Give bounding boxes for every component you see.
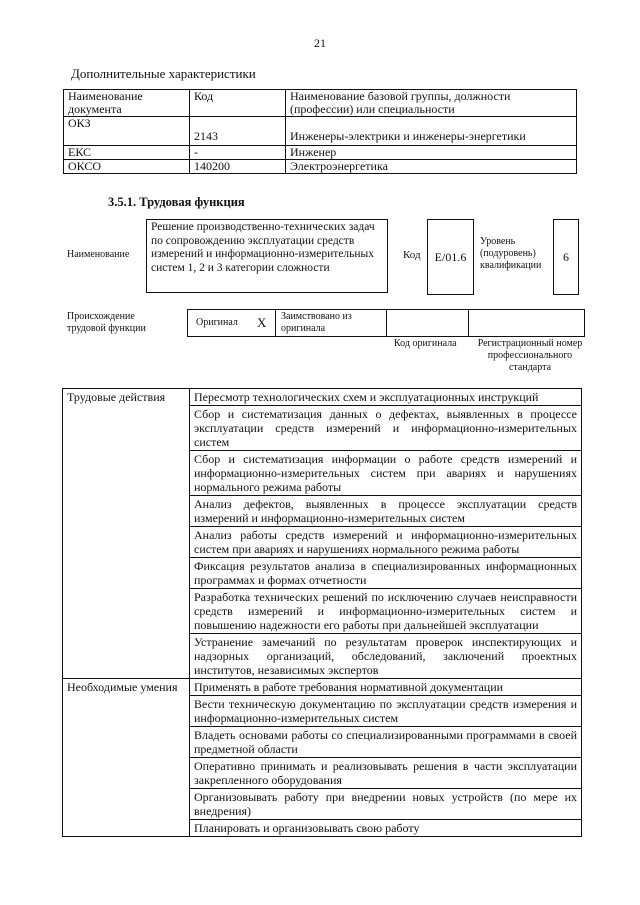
section-title: 3.5.1. Трудовая функция: [108, 195, 245, 209]
table-cell: Оперативно принимать и реализовывать решения в части эксплуатации закрепленного оборудования: [190, 758, 582, 789]
qualification-level-label: Уровень (подуровень) квалификации: [480, 236, 542, 271]
table-cell: Разработка технических решений по исключению случаев неисправности средств измерений и информационно-измерительных систем и повышению надежности его работы при дальнейшей эксплуатации: [190, 589, 582, 634]
table-cell: Вести техническую документацию по эксплуатации средств измерения и информационно-измерительных систем: [190, 696, 582, 727]
table-cell: Применять в работе требования нормативной документации: [190, 679, 582, 696]
function-code: E/01.6: [427, 219, 474, 295]
main-table: [62, 388, 582, 837]
origin-label: Происхождение трудовой функции: [67, 311, 146, 334]
reg-number-caption: Регистрационный номер профессионального стандарта: [477, 338, 583, 373]
original-mark: X: [257, 315, 267, 330]
header-cell: Наименование документа: [64, 90, 190, 117]
table-cell: Анализ дефектов, выявленных в процессе эксплуатации средств измерений и информационно-измерительных систем: [190, 496, 582, 527]
divider: [275, 310, 276, 336]
table-row: [63, 389, 582, 406]
borrowed-label: Заимствовано из оригинала: [281, 311, 352, 334]
page-number: 21: [314, 36, 326, 50]
table-row: [64, 160, 577, 174]
function-name-box: Решение производственно-технических задач по сопровождению эксплуатации средств измерений и информационно-измерительных систем 1, 2 и 3 категории сложности: [146, 219, 388, 293]
qualification-level-value: 6: [553, 219, 579, 295]
additional-characteristics-title: Дополнительные характеристики: [71, 66, 256, 81]
table-cell: Планировать и организовывать свою работу: [190, 820, 582, 837]
classifier-table: [63, 89, 577, 174]
table-cell: Анализ работы средств измерений и информационно-измерительных систем при авариях и нарушениях нормального режима работы: [190, 527, 582, 558]
table-cell: Инженер: [286, 146, 577, 160]
table-row: [63, 679, 582, 696]
table-cell: Устранение замечаний по результатам проверок инспектирующих и надзорных организаций, обследований, заключений проектных институтов, независимых экспертов: [190, 634, 582, 679]
header-cell: Наименование базовой группы, должности (профессии) или специальности: [286, 90, 577, 117]
code-label: Код: [403, 249, 421, 261]
table-cell: -: [190, 146, 286, 160]
section-label-skills: Необходимые умения: [63, 679, 190, 837]
table-cell: ОКЗ: [64, 117, 190, 146]
table-row: [64, 90, 577, 117]
table-cell: Электроэнергетика: [286, 160, 577, 174]
table-row: [64, 146, 577, 160]
divider: [468, 310, 469, 336]
table-cell: Фиксация результатов анализа в специализированных информационных программах и формах отчетности: [190, 558, 582, 589]
section-label-actions: Трудовые действия: [63, 389, 190, 679]
name-label: Наименование: [67, 249, 130, 260]
table-cell: ОКСО: [64, 160, 190, 174]
table-cell: 2143: [190, 117, 286, 146]
divider: [386, 310, 387, 336]
header-cell: Код: [190, 90, 286, 117]
table-cell: Сбор и систематизация информации о работе средств измерений и информационно-измерительных систем при авариях и нарушениях нормального режима работы: [190, 451, 582, 496]
table-cell: Владеть основами работы со специализированными программами в своей предметной области: [190, 727, 582, 758]
table-cell: Сбор и систематизация данных о дефектах, выявленных в процессе эксплуатации средств измерений и информационно-измерительных систем: [190, 406, 582, 451]
table-cell: Организовывать работу при внедрении новых устройств (по мере их внедрения): [190, 789, 582, 820]
table-cell: Инженеры-электрики и инженеры-энергетики: [286, 117, 577, 146]
table-cell: Пересмотр технологических схем и эксплуатационных инструкций: [190, 389, 582, 406]
table-row: [64, 117, 577, 146]
origin-box: [187, 309, 585, 337]
original-label: Оригинал: [196, 317, 238, 328]
code-original-caption: Код оригинала: [394, 338, 457, 349]
table-cell: 140200: [190, 160, 286, 174]
table-cell: ЕКС: [64, 146, 190, 160]
